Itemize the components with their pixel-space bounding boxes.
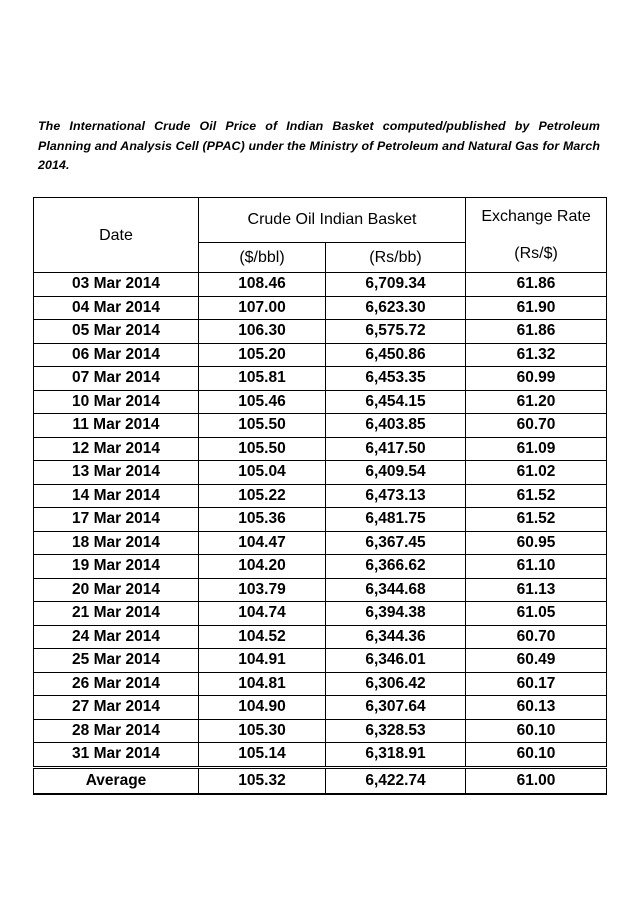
average-label: Average (34, 767, 199, 794)
cell-date: 14 Mar 2014 (34, 484, 199, 508)
table-row (34, 484, 607, 508)
cell-price-rs: 6,307.64 (326, 696, 466, 720)
table-row (34, 320, 607, 344)
table-row (34, 390, 607, 414)
table-row (34, 273, 607, 297)
cell-price-rs: 6,394.38 (326, 602, 466, 626)
cell-price-rs: 6,417.50 (326, 437, 466, 461)
cell-price-usd: 105.04 (199, 461, 326, 485)
cell-price-rs: 6,450.86 (326, 343, 466, 367)
cell-exchange-rate: 61.05 (466, 602, 607, 626)
cell-date: 03 Mar 2014 (34, 273, 199, 297)
table-row (34, 414, 607, 438)
cell-date: 11 Mar 2014 (34, 414, 199, 438)
cell-price-usd: 105.20 (199, 343, 326, 367)
cell-price-usd: 104.20 (199, 555, 326, 579)
cell-exchange-rate: 61.90 (466, 296, 607, 320)
cell-price-usd: 103.79 (199, 578, 326, 602)
cell-date: 25 Mar 2014 (34, 649, 199, 673)
table-row (34, 625, 607, 649)
cell-exchange-rate: 60.10 (466, 719, 607, 743)
cell-date: 12 Mar 2014 (34, 437, 199, 461)
cell-exchange-rate: 60.49 (466, 649, 607, 673)
table-row (34, 343, 607, 367)
table-row (34, 649, 607, 673)
cell-price-usd: 105.36 (199, 508, 326, 532)
cell-price-usd: 105.50 (199, 437, 326, 461)
cell-price-rs: 6,481.75 (326, 508, 466, 532)
table-row (34, 578, 607, 602)
table-row (34, 531, 607, 555)
cell-price-rs: 6,454.15 (326, 390, 466, 414)
cell-exchange-rate: 60.95 (466, 531, 607, 555)
cell-date: 17 Mar 2014 (34, 508, 199, 532)
cell-price-rs: 6,344.36 (326, 625, 466, 649)
cell-date: 27 Mar 2014 (34, 696, 199, 720)
cell-price-rs: 6,366.62 (326, 555, 466, 579)
cell-date: 10 Mar 2014 (34, 390, 199, 414)
cell-price-usd: 104.74 (199, 602, 326, 626)
cell-price-rs: 6,575.72 (326, 320, 466, 344)
cell-exchange-rate: 61.02 (466, 461, 607, 485)
cell-price-rs: 6,328.53 (326, 719, 466, 743)
header-exchange-rate (466, 198, 607, 273)
cell-exchange-rate: 60.17 (466, 672, 607, 696)
table-row (34, 672, 607, 696)
cell-price-rs: 6,403.85 (326, 414, 466, 438)
cell-date: 04 Mar 2014 (34, 296, 199, 320)
cell-exchange-rate: 61.32 (466, 343, 607, 367)
cell-date: 05 Mar 2014 (34, 320, 199, 344)
cell-exchange-rate: 61.86 (466, 320, 607, 344)
cell-date: 19 Mar 2014 (34, 555, 199, 579)
table-row (34, 719, 607, 743)
cell-price-usd: 105.14 (199, 743, 326, 768)
cell-date: 18 Mar 2014 (34, 531, 199, 555)
table-row (34, 602, 607, 626)
cell-exchange-rate: 61.13 (466, 578, 607, 602)
table-row (34, 508, 607, 532)
table-row (34, 296, 607, 320)
cell-date: 06 Mar 2014 (34, 343, 199, 367)
header-exchange-rate-unit: (Rs/$) (514, 245, 558, 262)
cell-price-rs: 6,344.68 (326, 578, 466, 602)
cell-price-usd: 105.50 (199, 414, 326, 438)
cell-exchange-rate: 61.86 (466, 273, 607, 297)
cell-price-usd: 104.90 (199, 696, 326, 720)
cell-price-rs: 6,473.13 (326, 484, 466, 508)
average-price-usd: 105.32 (199, 767, 326, 794)
table-row (34, 696, 607, 720)
cell-price-usd: 104.81 (199, 672, 326, 696)
cell-date: 07 Mar 2014 (34, 367, 199, 391)
cell-price-rs: 6,453.35 (326, 367, 466, 391)
cell-date: 20 Mar 2014 (34, 578, 199, 602)
cell-price-usd: 107.00 (199, 296, 326, 320)
cell-date: 28 Mar 2014 (34, 719, 199, 743)
cell-price-rs: 6,409.54 (326, 461, 466, 485)
cell-date: 13 Mar 2014 (34, 461, 199, 485)
cell-date: 21 Mar 2014 (34, 602, 199, 626)
cell-price-rs: 6,318.91 (326, 743, 466, 768)
cell-exchange-rate: 60.99 (466, 367, 607, 391)
cell-exchange-rate: 61.52 (466, 508, 607, 532)
header-exchange-rate-title: Exchange Rate (481, 208, 591, 225)
cell-exchange-rate: 60.13 (466, 696, 607, 720)
cell-exchange-rate: 61.52 (466, 484, 607, 508)
table-row (34, 367, 607, 391)
cell-price-usd: 105.81 (199, 367, 326, 391)
cell-price-usd: 105.46 (199, 390, 326, 414)
average-price-rs: 6,422.74 (326, 767, 466, 794)
cell-price-usd: 104.47 (199, 531, 326, 555)
cell-price-usd: 108.46 (199, 273, 326, 297)
cell-price-rs: 6,346.01 (326, 649, 466, 673)
cell-price-usd: 104.52 (199, 625, 326, 649)
header-date: Date (34, 198, 199, 273)
table-body (34, 273, 607, 794)
cell-price-usd: 105.30 (199, 719, 326, 743)
cell-price-rs: 6,306.42 (326, 672, 466, 696)
cell-exchange-rate: 61.20 (466, 390, 607, 414)
table-row (34, 437, 607, 461)
header-crude-oil-indian-basket: Crude Oil Indian Basket (199, 198, 466, 243)
cell-price-rs: 6,367.45 (326, 531, 466, 555)
header-usd-per-bbl: ($/bbl) (199, 242, 326, 272)
cell-exchange-rate: 60.70 (466, 625, 607, 649)
table-row (34, 555, 607, 579)
cell-exchange-rate: 60.70 (466, 414, 607, 438)
intro-paragraph: The International Crude Oil Price of Indian Basket computed/published by Petroleum Planning and Analysis Cell (PPAC) under the Ministry of Petroleum and Natural Gas for March 2014. (38, 119, 600, 173)
average-exchange-rate: 61.00 (466, 767, 607, 794)
cell-date: 31 Mar 2014 (34, 743, 199, 768)
cell-price-usd: 106.30 (199, 320, 326, 344)
cell-price-rs: 6,623.30 (326, 296, 466, 320)
cell-price-rs: 6,709.34 (326, 273, 466, 297)
header-rs-per-bbl: (Rs/bb) (326, 242, 466, 272)
table-row (34, 743, 607, 768)
cell-price-usd: 104.91 (199, 649, 326, 673)
cell-date: 26 Mar 2014 (34, 672, 199, 696)
cell-price-usd: 105.22 (199, 484, 326, 508)
cell-exchange-rate: 61.09 (466, 437, 607, 461)
crude-oil-price-table (33, 197, 607, 795)
cell-exchange-rate: 60.10 (466, 743, 607, 768)
table-row (34, 461, 607, 485)
cell-exchange-rate: 61.10 (466, 555, 607, 579)
cell-date: 24 Mar 2014 (34, 625, 199, 649)
average-row (34, 767, 607, 794)
